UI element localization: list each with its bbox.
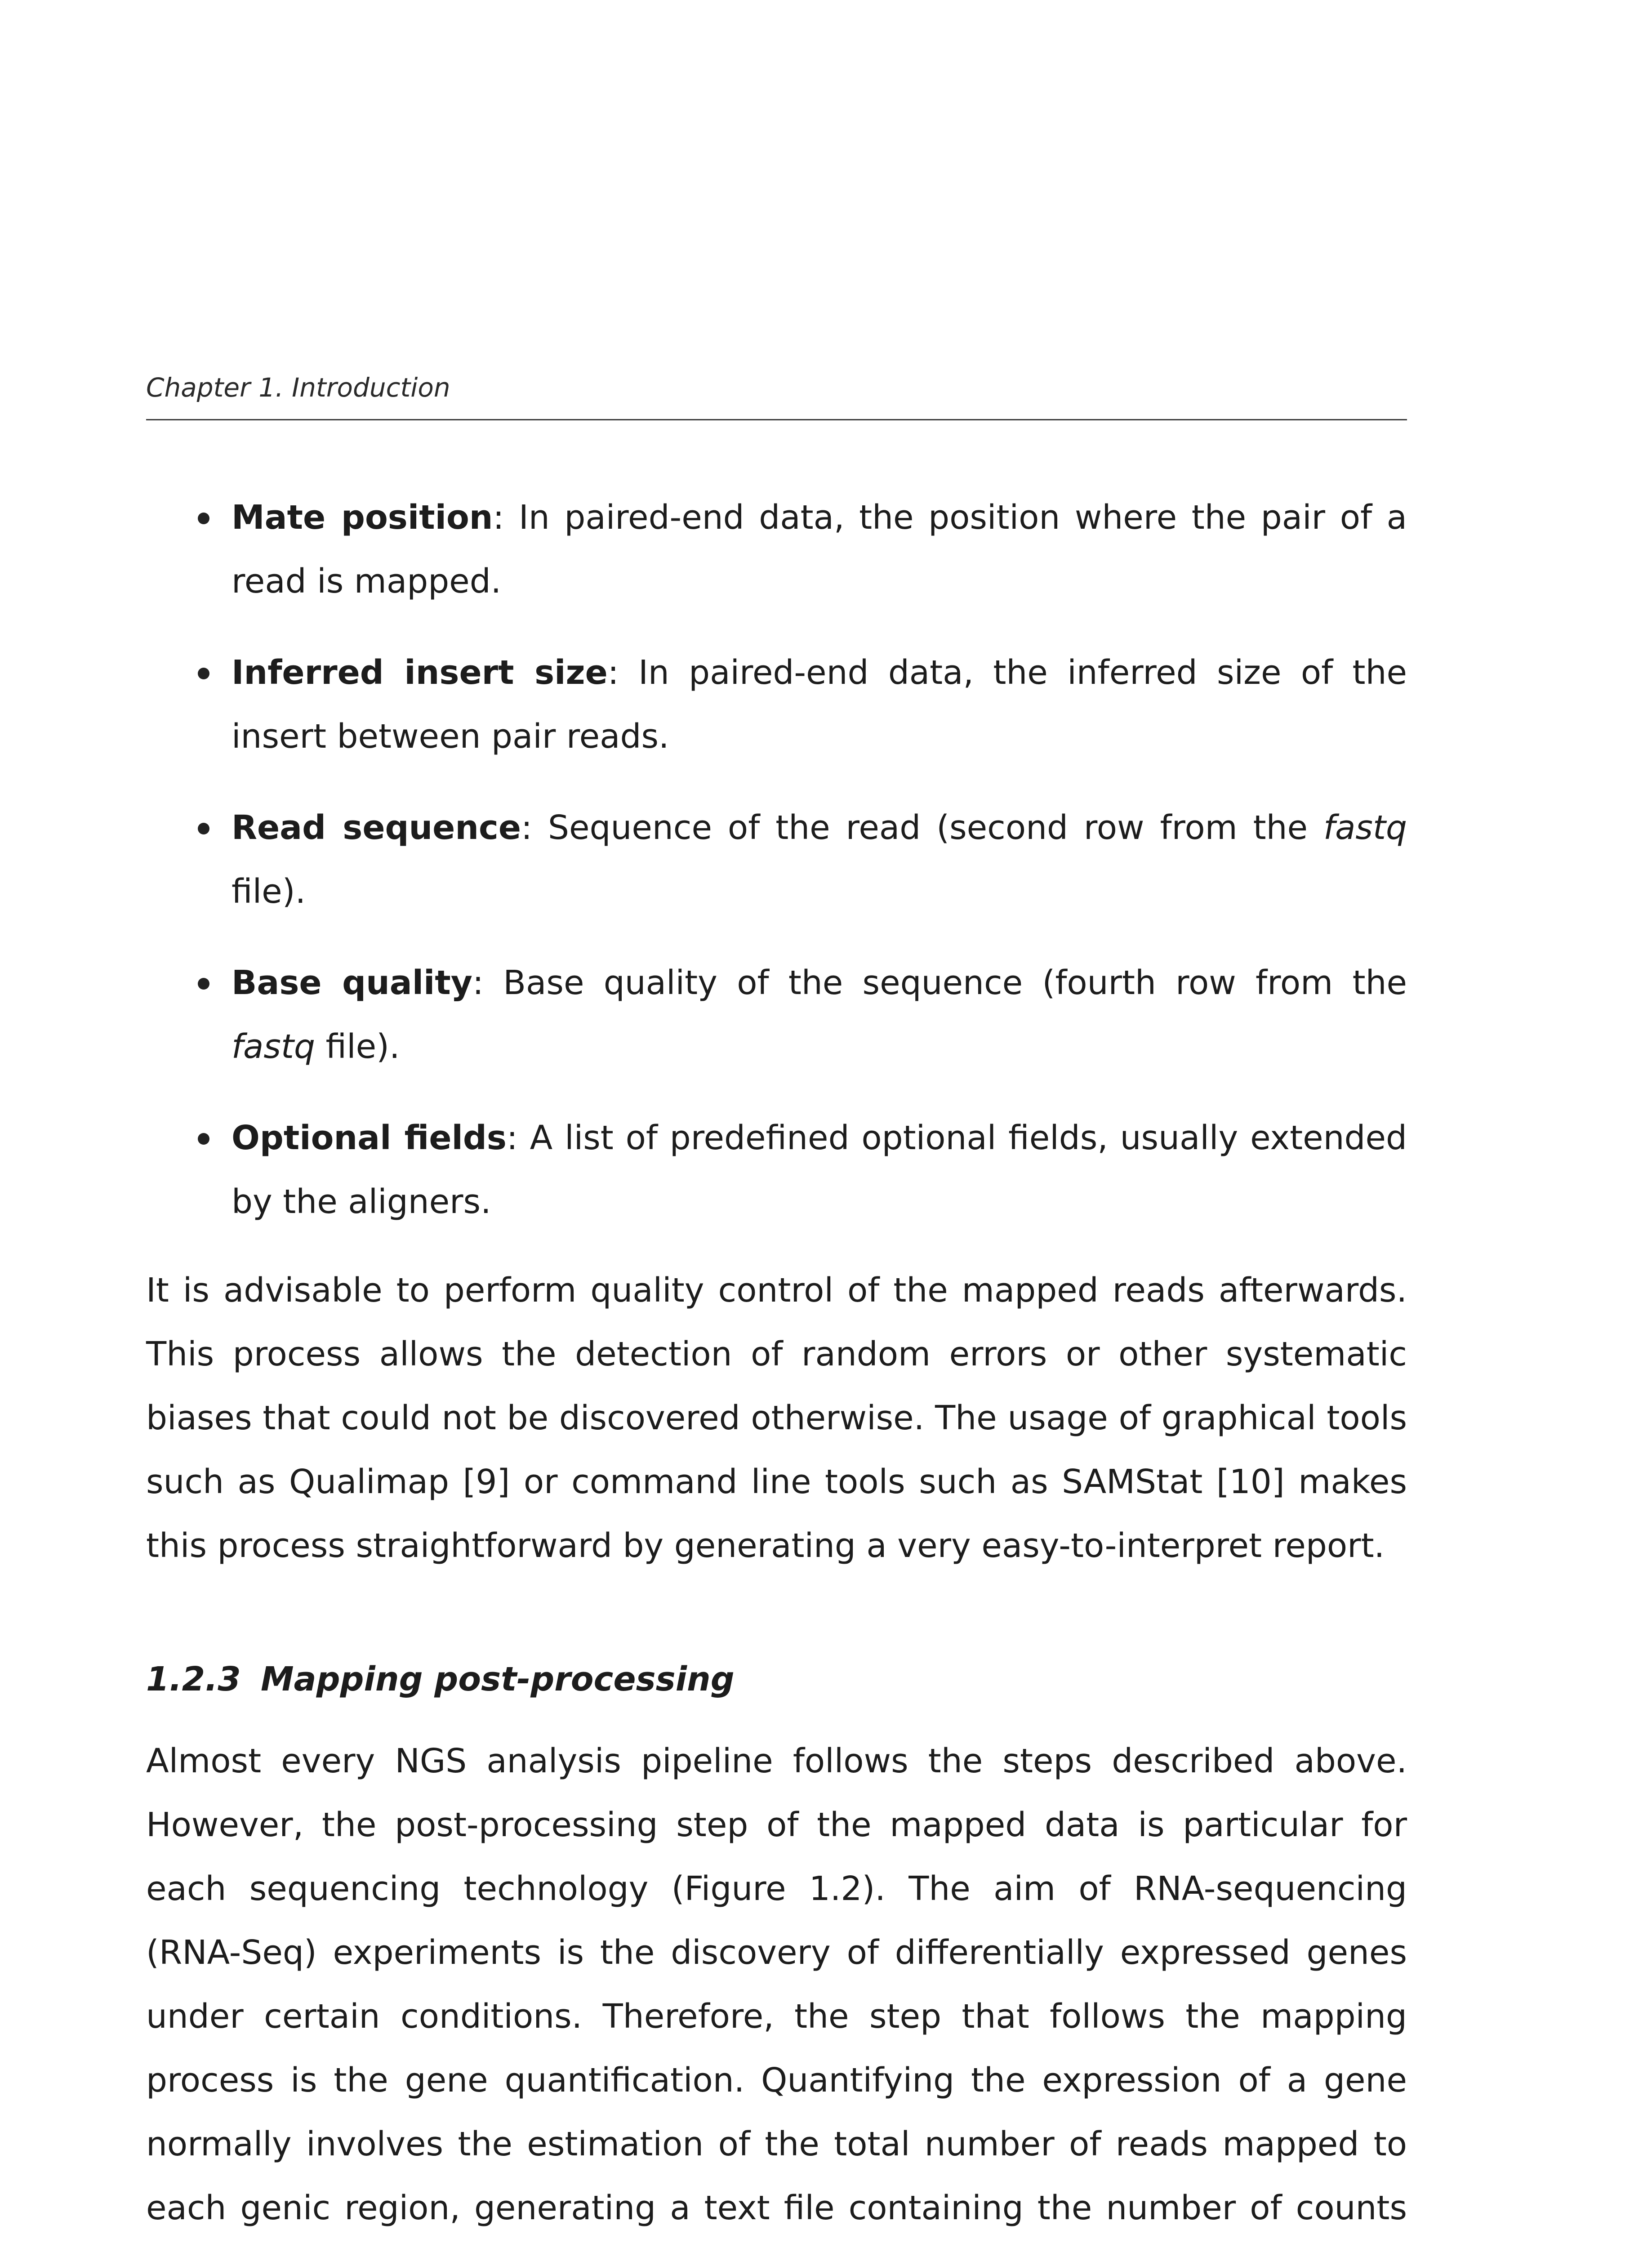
body-paragraph: Almost every NGS analysis pipeline follows the steps described above. However, the post-processing step of the mapped data is particular for each sequencing technology (Figure 1.2). The aim of RNA-sequencing (RNA-Seq) experiments is the discovery of differentially expressed genes under certain conditions. Therefore, the step that follows the mapping process is the gene quantification. Quantifying the expression of a gene normally involves the estimation of the total number of reads mapped to each genic region, generating a text file containing the number of counts — [146, 1742, 1407, 2227]
section-heading — [146, 1647, 1407, 1711]
list-item-text: Base quality of the sequence (fourth row from the — [483, 963, 1407, 1002]
page-body — [146, 486, 1407, 2248]
list-item-term: Inferred insert size — [232, 653, 608, 692]
list-item-term: Optional fields — [232, 1119, 507, 1157]
list-item-text: In paired-end data, the position where the pair of a read is mapped. — [232, 498, 1407, 601]
header-rule — [146, 419, 1407, 420]
list-item: Mate position: In paired-end data, the position where the pair of a read is mapped. — [146, 486, 1407, 613]
body-paragraph: It is advisable to perform quality control of the mapped reads afterwards. This process allows the detection of random errors or other systematic biases that could not be discovered otherwise. The usage of graphical tools such as Qualimap [9] or command line tools such as SAMStat [10] makes this process straightforward by generating a very easy-to-interpret report. — [146, 1271, 1407, 1565]
section-title: Mapping post-processing — [261, 1660, 735, 1699]
list-item: Read sequence: Sequence of the read (second row from the fastq file). — [146, 796, 1407, 923]
section-number: 1.2.3 — [146, 1660, 241, 1699]
field-list — [146, 486, 1407, 1234]
list-item-text: Sequence of the read (second row from the — [532, 808, 1324, 847]
list-item: Inferred insert size: In paired-end data, the inferred size of the insert between pair reads. — [146, 641, 1407, 768]
running-head: Chapter 1. Introduction — [146, 372, 450, 403]
list-item-term: Base quality — [232, 963, 473, 1002]
list-item-term: Mate position — [232, 498, 493, 537]
list-item: Base quality: Base quality of the sequence (fourth row from the fastq file). — [146, 951, 1407, 1079]
list-item-term: Read sequence — [232, 808, 521, 847]
list-item-emphasis: fastq — [232, 1027, 315, 1066]
list-item-emphasis: fastq — [1323, 808, 1407, 847]
list-item: Optional fields: A list of predefined optional fields, usually extended by the aligners. — [146, 1106, 1407, 1234]
list-item-text: In paired-end data, the inferred size of the insert between pair reads. — [232, 653, 1407, 756]
list-item-text: A list of predefined optional fields, usually extended by the aligners. — [232, 1119, 1407, 1221]
